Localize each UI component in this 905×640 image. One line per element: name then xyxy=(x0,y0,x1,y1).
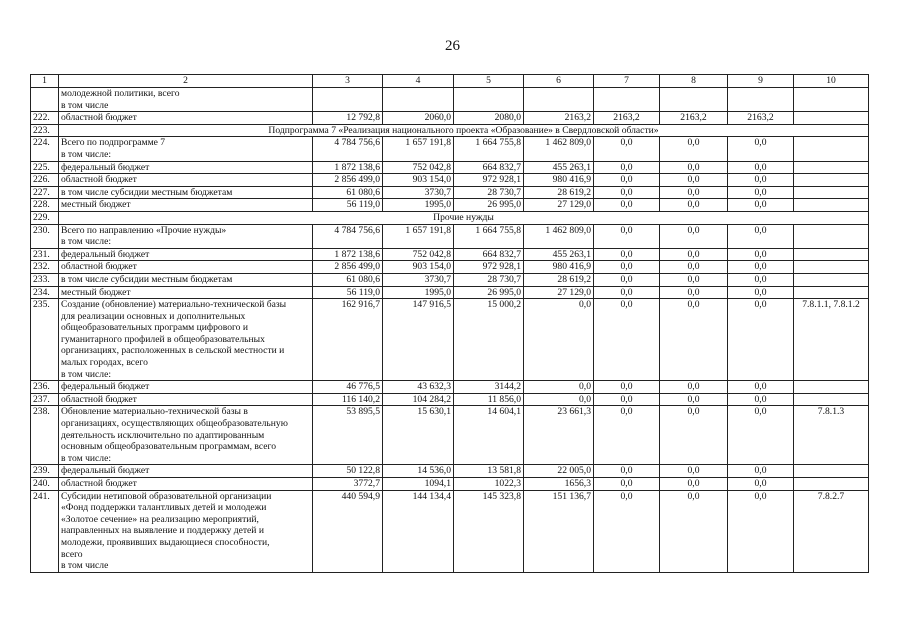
value-cell-col-5: 972 928,1 xyxy=(454,174,524,187)
value-cell-col-5: 14 604,1 xyxy=(454,406,524,465)
table-row xyxy=(31,161,869,174)
row-description xyxy=(59,465,313,478)
row-number: 236. xyxy=(31,381,59,394)
value-cell-col-6: 27 129,0 xyxy=(524,286,594,299)
row-description xyxy=(59,478,313,491)
row-number: 235. xyxy=(31,299,59,381)
section-title: Прочие нужды xyxy=(59,211,869,224)
row-reference xyxy=(794,174,869,187)
row-reference xyxy=(794,465,869,478)
description-line: федеральный бюджет xyxy=(61,248,150,260)
value-cell-col-9: 0,0 xyxy=(728,381,794,394)
value-cell-col-6: 455 263,1 xyxy=(524,248,594,261)
value-cell-col-6: 27 129,0 xyxy=(524,199,594,212)
value-cell-col-9: 0,0 xyxy=(728,490,794,572)
row-description xyxy=(59,161,313,174)
value-cell-col-6: 1 462 809,0 xyxy=(524,224,594,248)
value-cell-col-4: 2060,0 xyxy=(383,112,454,125)
value-cell-col-6: 1 462 809,0 xyxy=(524,137,594,161)
value-cell-col-8: 2163,2 xyxy=(660,112,728,125)
row-number: 230. xyxy=(31,224,59,248)
header-cell-1: 1 xyxy=(31,75,59,88)
row-number: 239. xyxy=(31,465,59,478)
value-cell-col-8: 0,0 xyxy=(660,186,728,199)
value-cell-col-5: 145 323,8 xyxy=(454,490,524,572)
value-cell-col-6: 28 619,2 xyxy=(524,273,594,286)
description-line: в том числе субсидии местным бюджетам xyxy=(61,186,233,198)
row-description xyxy=(59,286,313,299)
description-line: федеральный бюджет xyxy=(61,381,150,393)
description-line: федеральный бюджет xyxy=(61,161,150,173)
value-cell-col-4: 147 916,5 xyxy=(383,299,454,381)
value-cell-col-8: 0,0 xyxy=(660,224,728,248)
row-reference xyxy=(794,478,869,491)
value-cell-col-3: 56 119,0 xyxy=(313,286,383,299)
value-cell-col-7: 0,0 xyxy=(594,465,660,478)
value-cell-col-5 xyxy=(454,88,524,112)
row-description xyxy=(59,406,313,465)
value-cell-col-9: 0,0 xyxy=(728,199,794,212)
value-cell-col-5: 972 928,1 xyxy=(454,261,524,274)
description-line: молодежи, проявивших выдающиеся способности, xyxy=(61,536,270,548)
value-cell-col-8: 0,0 xyxy=(660,406,728,465)
row-number: 241. xyxy=(31,490,59,572)
description-line: гуманитарного профилей в общеобразовательных xyxy=(61,333,265,345)
row-number: 232. xyxy=(31,261,59,274)
row-reference: 7.8.1.3 xyxy=(794,406,869,465)
description-line: областной бюджет xyxy=(61,393,137,405)
value-cell-col-7: 0,0 xyxy=(594,186,660,199)
description-line: областной бюджет xyxy=(61,478,137,489)
row-reference: 7.8.2.7 xyxy=(794,490,869,572)
value-cell-col-7 xyxy=(594,88,660,112)
value-cell-col-4: 3730,7 xyxy=(383,186,454,199)
value-cell-col-5: 26 995,0 xyxy=(454,199,524,212)
value-cell-col-9: 2163,2 xyxy=(728,112,794,125)
row-reference xyxy=(794,199,869,212)
value-cell-col-8: 0,0 xyxy=(660,490,728,572)
row-number: 224. xyxy=(31,137,59,161)
description-line: федеральный бюджет xyxy=(61,465,150,477)
value-cell-col-8: 0,0 xyxy=(660,478,728,491)
row-number: 231. xyxy=(31,248,59,261)
description-line: местный бюджет xyxy=(61,199,131,211)
header-cell-7: 7 xyxy=(594,75,660,88)
value-cell-col-9: 0,0 xyxy=(728,406,794,465)
table-row xyxy=(31,381,869,394)
row-number: 228. xyxy=(31,199,59,212)
value-cell-col-3: 4 784 756,6 xyxy=(313,137,383,161)
section-title: Подпрограмма 7 «Реализация национального проекта «Образование» в Свердловской области» xyxy=(59,124,869,137)
row-number: 234. xyxy=(31,286,59,299)
value-cell-col-5: 664 832,7 xyxy=(454,248,524,261)
row-description xyxy=(59,381,313,394)
value-cell-col-3: 116 140,2 xyxy=(313,393,383,406)
value-cell-col-8 xyxy=(660,88,728,112)
description-line: общеобразовательных программ цифрового и xyxy=(61,322,249,334)
table-row xyxy=(31,224,869,248)
description-line: в том числе xyxy=(61,560,109,572)
value-cell-col-7: 0,0 xyxy=(594,273,660,286)
value-cell-col-7: 0,0 xyxy=(594,393,660,406)
value-cell-col-9: 0,0 xyxy=(728,186,794,199)
value-cell-col-7: 0,0 xyxy=(594,299,660,381)
value-cell-col-6: 2163,2 xyxy=(524,112,594,125)
row-number: 238. xyxy=(31,406,59,465)
value-cell-col-5: 664 832,7 xyxy=(454,161,524,174)
row-number: 240. xyxy=(31,478,59,491)
table-header xyxy=(31,75,869,88)
value-cell-col-7: 0,0 xyxy=(594,381,660,394)
description-line: областной бюджет xyxy=(61,261,137,273)
value-cell-col-6: 980 416,9 xyxy=(524,261,594,274)
value-cell-col-8: 0,0 xyxy=(660,261,728,274)
value-cell-col-3: 4 784 756,6 xyxy=(313,224,383,248)
value-cell-col-3 xyxy=(313,88,383,112)
row-description xyxy=(59,261,313,274)
value-cell-col-7: 0,0 xyxy=(594,286,660,299)
row-reference xyxy=(794,137,869,161)
table-row xyxy=(31,406,869,465)
value-cell-col-7: 0,0 xyxy=(594,406,660,465)
value-cell-col-5: 11 856,0 xyxy=(454,393,524,406)
row-number: 225. xyxy=(31,161,59,174)
value-cell-col-4: 752 042,8 xyxy=(383,248,454,261)
header-cell-5: 5 xyxy=(454,75,524,88)
value-cell-col-9: 0,0 xyxy=(728,299,794,381)
value-cell-col-4: 15 630,1 xyxy=(383,406,454,465)
row-reference xyxy=(794,273,869,286)
value-cell-col-8: 0,0 xyxy=(660,273,728,286)
description-line: областной бюджет xyxy=(61,112,137,124)
value-cell-col-3: 56 119,0 xyxy=(313,199,383,212)
description-line: основным общеобразовательным программам, всего xyxy=(61,441,276,453)
header-cell-10: 10 xyxy=(794,75,869,88)
value-cell-col-7: 0,0 xyxy=(594,490,660,572)
budget-table xyxy=(30,74,869,573)
table-row xyxy=(31,88,869,112)
row-description xyxy=(59,186,313,199)
row-reference xyxy=(794,248,869,261)
value-cell-col-5: 3144,2 xyxy=(454,381,524,394)
value-cell-col-7: 0,0 xyxy=(594,248,660,261)
section-row xyxy=(31,211,869,224)
value-cell-col-4: 14 536,0 xyxy=(383,465,454,478)
value-cell-col-3: 440 594,9 xyxy=(313,490,383,572)
header-row xyxy=(31,75,869,88)
section-row xyxy=(31,124,869,137)
value-cell-col-4: 1995,0 xyxy=(383,199,454,212)
value-cell-col-4: 144 134,4 xyxy=(383,490,454,572)
value-cell-col-7: 0,0 xyxy=(594,199,660,212)
description-line: местный бюджет xyxy=(61,286,131,298)
row-reference: 7.8.1.1, 7.8.1.2 xyxy=(794,299,869,381)
value-cell-col-4: 1 657 191,8 xyxy=(383,224,454,248)
value-cell-col-7: 0,0 xyxy=(594,161,660,174)
row-number: 223. xyxy=(31,124,59,137)
table-row xyxy=(31,299,869,381)
value-cell-col-3: 162 916,7 xyxy=(313,299,383,381)
value-cell-col-4 xyxy=(383,88,454,112)
value-cell-col-7: 0,0 xyxy=(594,174,660,187)
header-cell-4: 4 xyxy=(383,75,454,88)
description-line: в том числе: xyxy=(61,236,112,248)
table-row xyxy=(31,174,869,187)
value-cell-col-5: 2080,0 xyxy=(454,112,524,125)
value-cell-col-7: 2163,2 xyxy=(594,112,660,125)
value-cell-col-9: 0,0 xyxy=(728,393,794,406)
row-number xyxy=(31,88,59,112)
table-row xyxy=(31,186,869,199)
row-number: 222. xyxy=(31,112,59,125)
description-line: Обновление материально-технической базы в xyxy=(61,406,248,418)
value-cell-col-6: 22 005,0 xyxy=(524,465,594,478)
description-line: в том числе субсидии местным бюджетам xyxy=(61,273,233,285)
description-line: молодежной политики, всего xyxy=(61,88,180,99)
description-line: всего xyxy=(61,548,83,560)
value-cell-col-7: 0,0 xyxy=(594,137,660,161)
row-description xyxy=(59,112,313,125)
header-cell-9: 9 xyxy=(728,75,794,88)
row-description xyxy=(59,299,313,381)
value-cell-col-8: 0,0 xyxy=(660,137,728,161)
value-cell-col-3: 61 080,6 xyxy=(313,186,383,199)
row-description xyxy=(59,199,313,212)
value-cell-col-3: 1 872 138,6 xyxy=(313,161,383,174)
value-cell-col-6: 0,0 xyxy=(524,299,594,381)
value-cell-col-4: 3730,7 xyxy=(383,273,454,286)
table-row xyxy=(31,465,869,478)
value-cell-col-6: 980 416,9 xyxy=(524,174,594,187)
row-number: 226. xyxy=(31,174,59,187)
value-cell-col-5: 28 730,7 xyxy=(454,186,524,199)
value-cell-col-8: 0,0 xyxy=(660,248,728,261)
value-cell-col-5: 13 581,8 xyxy=(454,465,524,478)
description-line: Создание (обновление) материально-технической базы xyxy=(61,299,287,311)
table-row xyxy=(31,261,869,274)
value-cell-col-5: 1022,3 xyxy=(454,478,524,491)
table-body xyxy=(31,88,869,573)
value-cell-col-9: 0,0 xyxy=(728,174,794,187)
row-number: 227. xyxy=(31,186,59,199)
value-cell-col-9: 0,0 xyxy=(728,248,794,261)
header-cell-3: 3 xyxy=(313,75,383,88)
description-line: в том числе: xyxy=(61,452,112,464)
table-row xyxy=(31,137,869,161)
value-cell-col-9: 0,0 xyxy=(728,273,794,286)
value-cell-col-6: 1656,3 xyxy=(524,478,594,491)
value-cell-col-3: 61 080,6 xyxy=(313,273,383,286)
table-row xyxy=(31,273,869,286)
row-reference xyxy=(794,186,869,199)
value-cell-col-4: 104 284,2 xyxy=(383,393,454,406)
value-cell-col-9: 0,0 xyxy=(728,161,794,174)
description-line: направленных на выявление и поддержку детей и xyxy=(61,525,264,537)
value-cell-col-3: 53 895,5 xyxy=(313,406,383,465)
description-line: для реализации основных и дополнительных xyxy=(61,310,246,322)
row-number: 237. xyxy=(31,393,59,406)
value-cell-col-4: 1995,0 xyxy=(383,286,454,299)
value-cell-col-6: 23 661,3 xyxy=(524,406,594,465)
row-description xyxy=(59,174,313,187)
row-reference xyxy=(794,224,869,248)
value-cell-col-8: 0,0 xyxy=(660,286,728,299)
description-line: малых городах, всего xyxy=(61,357,148,369)
value-cell-col-9: 0,0 xyxy=(728,137,794,161)
header-cell-2: 2 xyxy=(59,75,313,88)
value-cell-col-3: 2 856 499,0 xyxy=(313,261,383,274)
value-cell-col-5: 1 664 755,8 xyxy=(454,137,524,161)
value-cell-col-9: 0,0 xyxy=(728,224,794,248)
value-cell-col-9: 0,0 xyxy=(728,261,794,274)
value-cell-col-4: 1 657 191,8 xyxy=(383,137,454,161)
description-line: организациях, расположенных в сельской местности и xyxy=(61,345,285,357)
value-cell-col-7: 0,0 xyxy=(594,261,660,274)
description-line: «Фонд поддержки талантливых детей и молодежи xyxy=(61,502,267,514)
value-cell-col-6: 455 263,1 xyxy=(524,161,594,174)
row-reference xyxy=(794,393,869,406)
description-line: Всего по подпрограмме 7 xyxy=(61,137,166,149)
value-cell-col-5: 28 730,7 xyxy=(454,273,524,286)
table-row xyxy=(31,248,869,261)
row-number: 233. xyxy=(31,273,59,286)
description-line: «Золотое сечение» на реализацию мероприятий, xyxy=(61,513,259,525)
value-cell-col-8: 0,0 xyxy=(660,393,728,406)
page-number: 26 xyxy=(445,38,460,54)
value-cell-col-9: 0,0 xyxy=(728,465,794,478)
value-cell-col-3: 12 792,8 xyxy=(313,112,383,125)
row-reference xyxy=(794,161,869,174)
description-line: Всего по направлению «Прочие нужды» xyxy=(61,224,227,236)
value-cell-col-6 xyxy=(524,88,594,112)
header-cell-6: 6 xyxy=(524,75,594,88)
value-cell-col-4: 903 154,0 xyxy=(383,174,454,187)
row-description xyxy=(59,393,313,406)
row-description xyxy=(59,137,313,161)
description-line: организациях, осуществляющих общеобразовательную xyxy=(61,418,288,430)
value-cell-col-6: 151 136,7 xyxy=(524,490,594,572)
value-cell-col-8: 0,0 xyxy=(660,161,728,174)
row-description xyxy=(59,273,313,286)
row-reference xyxy=(794,88,869,112)
table-row xyxy=(31,490,869,572)
header-cell-8: 8 xyxy=(660,75,728,88)
table-row xyxy=(31,478,869,491)
value-cell-col-5: 26 995,0 xyxy=(454,286,524,299)
value-cell-col-6: 0,0 xyxy=(524,393,594,406)
value-cell-col-8: 0,0 xyxy=(660,465,728,478)
description-line: деятельность исключительно по адаптированным xyxy=(61,429,265,441)
value-cell-col-4: 752 042,8 xyxy=(383,161,454,174)
table-row xyxy=(31,393,869,406)
value-cell-col-3: 1 872 138,6 xyxy=(313,248,383,261)
value-cell-col-3: 46 776,5 xyxy=(313,381,383,394)
description-line: в том числе: xyxy=(61,148,112,160)
row-description xyxy=(59,490,313,572)
row-reference xyxy=(794,112,869,125)
value-cell-col-4: 43 632,3 xyxy=(383,381,454,394)
value-cell-col-8: 0,0 xyxy=(660,174,728,187)
row-reference xyxy=(794,381,869,394)
description-line: в том числе: xyxy=(61,368,112,380)
row-number: 229. xyxy=(31,211,59,224)
description-line: областной бюджет xyxy=(61,174,137,186)
value-cell-col-3: 3772,7 xyxy=(313,478,383,491)
value-cell-col-3: 50 122,8 xyxy=(313,465,383,478)
value-cell-col-6: 28 619,2 xyxy=(524,186,594,199)
value-cell-col-3: 2 856 499,0 xyxy=(313,174,383,187)
value-cell-col-8: 0,0 xyxy=(660,299,728,381)
table-row xyxy=(31,286,869,299)
value-cell-col-8: 0,0 xyxy=(660,381,728,394)
row-description xyxy=(59,224,313,248)
value-cell-col-5: 15 000,2 xyxy=(454,299,524,381)
row-reference xyxy=(794,261,869,274)
table-row xyxy=(31,199,869,212)
value-cell-col-8: 0,0 xyxy=(660,199,728,212)
row-description xyxy=(59,88,313,112)
value-cell-col-7: 0,0 xyxy=(594,478,660,491)
table-row xyxy=(31,112,869,125)
value-cell-col-4: 1094,1 xyxy=(383,478,454,491)
description-line: Субсидии нетиповой образовательной организации xyxy=(61,490,272,502)
row-reference xyxy=(794,286,869,299)
value-cell-col-4: 903 154,0 xyxy=(383,261,454,274)
value-cell-col-6: 0,0 xyxy=(524,381,594,394)
value-cell-col-9: 0,0 xyxy=(728,478,794,491)
value-cell-col-7: 0,0 xyxy=(594,224,660,248)
value-cell-col-9 xyxy=(728,88,794,112)
value-cell-col-9: 0,0 xyxy=(728,286,794,299)
value-cell-col-5: 1 664 755,8 xyxy=(454,224,524,248)
description-line: в том числе xyxy=(61,99,109,111)
row-description xyxy=(59,248,313,261)
